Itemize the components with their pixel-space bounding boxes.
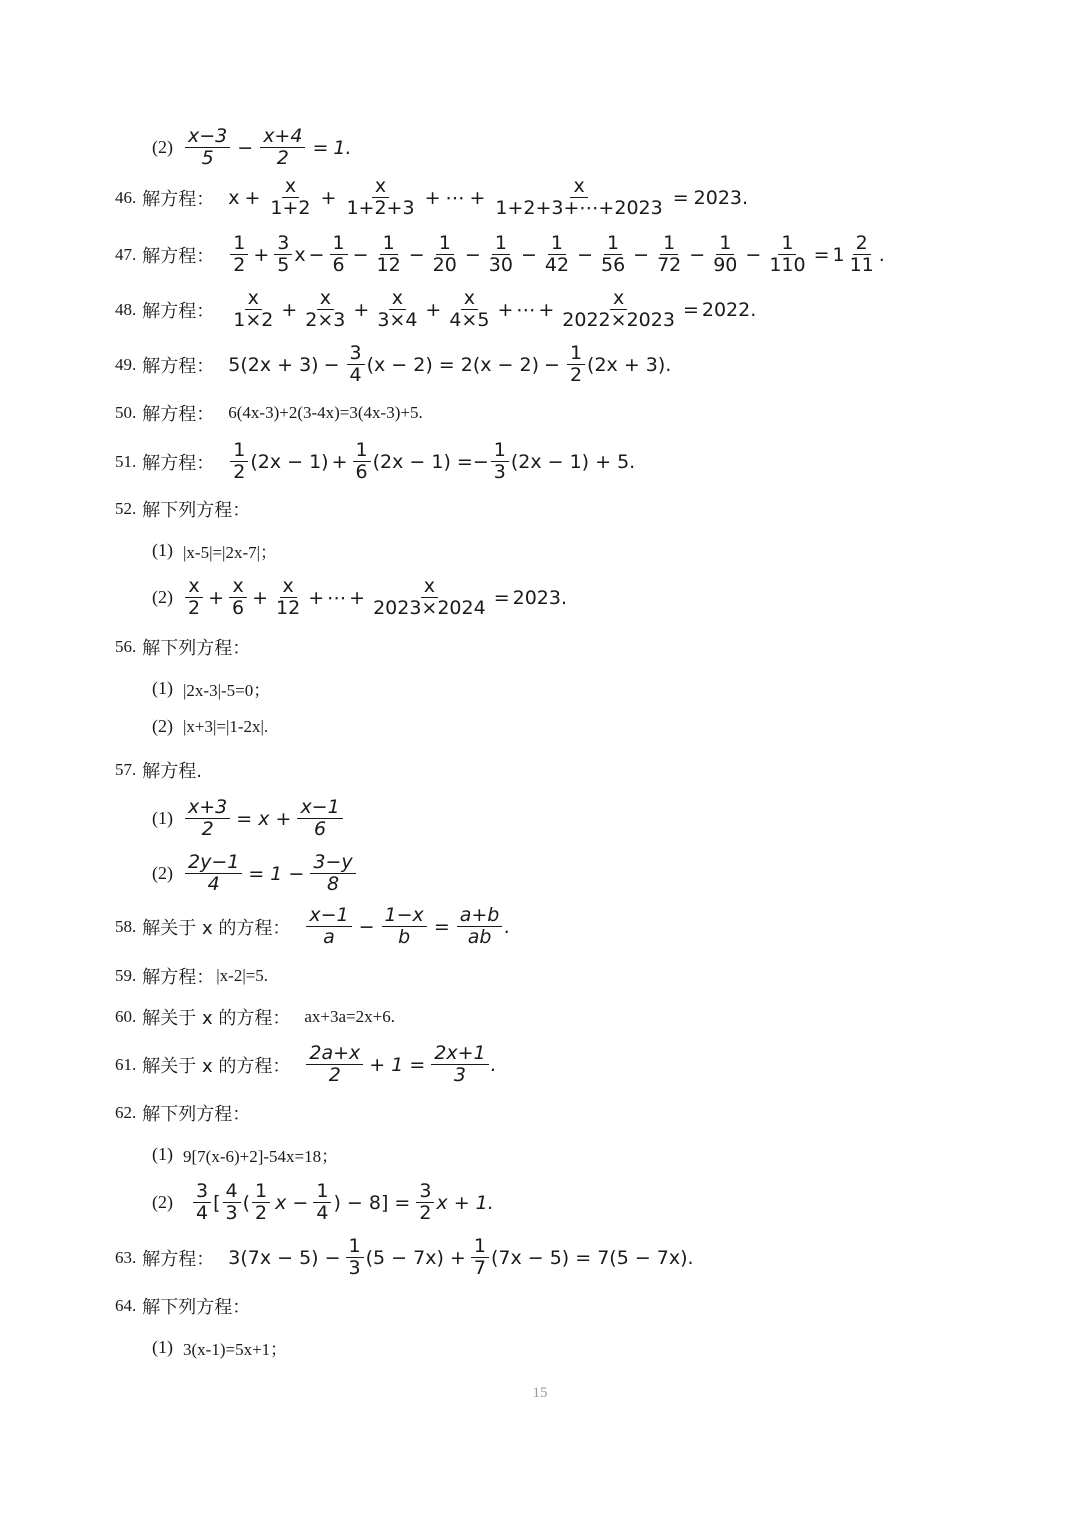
problem-number: 52. xyxy=(115,499,137,518)
problem-58 xyxy=(115,905,510,948)
p52-sub2 xyxy=(152,576,567,619)
fraction: $\frac{1}{3}$ xyxy=(346,1236,364,1279)
equation: $\frac{2y-1}{4}$ = 1 − $\frac{3-y}{8}$ xyxy=(183,852,358,895)
fraction: $\frac{1}{42}$ xyxy=(544,232,570,276)
fraction: $\frac{3-y}{8}$ xyxy=(310,852,355,895)
problem-label: 解下列方程： xyxy=(142,500,251,521)
fraction: $\frac{a+b}{ab}$ xyxy=(457,905,503,948)
problem-50 xyxy=(115,400,423,426)
problem-number: 57. xyxy=(115,760,137,779)
fraction: 4 3 xyxy=(223,1181,241,1224)
fraction: $\frac{3}{2}$ xyxy=(416,1181,434,1224)
problem-label: 解方程： xyxy=(142,967,215,988)
equation: 3(7x − 5) − $\frac{1}{3}$ (5 − 7x) + $\frac{1}{7}$ (7x − 5) = 7(5 − 7x). xyxy=(228,1235,694,1279)
p57-sub2 xyxy=(152,852,358,895)
fraction: $\frac{3}{4}$ xyxy=(347,343,365,386)
problem-48 xyxy=(115,288,756,331)
equation: x−3 5 − $\frac{x+4}{2}$ = 1. xyxy=(183,126,352,169)
fraction: $\frac{3}{5}$ xyxy=(274,233,292,276)
fraction: $\frac{x}{2022\times 2023}$ xyxy=(562,287,675,331)
problem-46 xyxy=(115,176,748,219)
fraction: $\frac{1}{56}$ xyxy=(600,232,626,276)
problem-51 xyxy=(115,440,635,483)
problem-number: 60. xyxy=(115,1007,137,1026)
sub-label: (1) xyxy=(152,1337,173,1357)
fraction: $\frac{x}{2023\times 2024}$ xyxy=(373,575,486,619)
fraction: 3 4 xyxy=(193,1181,211,1224)
fraction: $\frac{x}{6}$ xyxy=(229,576,247,619)
p62-sub2 xyxy=(152,1181,494,1224)
equation: |x-2|=5. xyxy=(216,966,269,985)
problem-number: 61. xyxy=(115,1054,137,1074)
fraction: $\frac{1}{72}$ xyxy=(657,232,682,276)
fraction: $\frac{1}{6}$ xyxy=(353,440,371,483)
problem-label: 解关于 x 的方程： xyxy=(142,1008,291,1029)
problem-63 xyxy=(115,1236,694,1279)
problem-label: 解下列方程： xyxy=(142,1104,251,1125)
problem-57 xyxy=(115,757,216,783)
problem-49 xyxy=(115,343,671,386)
page-number: 15 xyxy=(532,1385,548,1401)
problem-label: 解方程： xyxy=(142,452,215,474)
equation: x + $\frac{x}{1+2}$ + $\frac{x}{1+2+3}$ + ⋯ + $\frac{x}{1+2+3+\cdots+2023}$ = 2023. xyxy=(228,175,749,219)
problem-59 xyxy=(115,963,268,989)
fraction: $\frac{1}{3}$ xyxy=(491,440,509,483)
fraction: $\frac{1}{30}$ xyxy=(488,232,513,276)
p64-sub1 xyxy=(152,1335,287,1360)
problem-label: 解方程： xyxy=(142,355,215,377)
equation: ax+3a=2x+6. xyxy=(304,1007,395,1026)
fraction: x−3 5 xyxy=(185,126,230,169)
problem-number: 48. xyxy=(115,299,137,319)
equation: x 2 + $\frac{x}{6}$ + $\frac{x}{12}$ + ⋯ + $\frac{x}{2023\times 2024}$ = 2023. xyxy=(183,576,567,619)
p57-sub1 xyxy=(152,797,345,840)
p56-sub1 xyxy=(152,676,270,701)
fraction: x−1 a xyxy=(306,905,351,948)
equation: x 1×2 + $\frac{x}{2\times 3}$ + $\frac{x}{3\times 4}$ + $\frac{x}{4\times 5}$ + ⋯ + $\frac{x}{2022\times 2023}$ = 2022. xyxy=(228,288,756,331)
equation: 2a+x 2 + 1 = $\frac{2x+1}{3}$ . xyxy=(304,1043,496,1086)
fraction: $\frac{2y-1}{4}$ xyxy=(185,852,242,895)
fraction: $\frac{x+4}{2}$ xyxy=(260,126,305,169)
fraction: x 1×2 xyxy=(233,287,274,331)
problem-number: 50. xyxy=(115,403,137,422)
problem-47 xyxy=(115,233,885,276)
fraction: $\frac{1}{4}$ xyxy=(313,1181,331,1224)
fraction: $\frac{x}{4\times 5}$ xyxy=(449,287,490,331)
fraction: $\frac{1}{20}$ xyxy=(432,232,457,276)
sub-label: (1) xyxy=(152,678,173,698)
problem-number: 63. xyxy=(115,1247,137,1267)
problem-64 xyxy=(115,1293,264,1319)
equation: x−1 a − $\frac{1-x}{b}$ = $\frac{a+b}{ab}$ . xyxy=(304,905,510,948)
fraction: 2 11 xyxy=(849,232,874,276)
fraction: $\frac{x}{1+2+3}$ xyxy=(346,175,415,219)
p52-sub1 xyxy=(152,538,277,563)
equation: |x-5|=|2x-7|； xyxy=(183,543,278,562)
problem-56 xyxy=(115,634,264,660)
p45-sub2 xyxy=(152,126,352,169)
problem-62 xyxy=(115,1100,264,1126)
problem-label: 解关于 x 的方程： xyxy=(142,917,291,939)
fraction: 1 2 xyxy=(252,1181,270,1224)
problem-number: 56. xyxy=(115,637,137,656)
equation: 1 2 (2x − 1) + $\frac{1}{6}$ (2x − 1) =− $\frac{1}{3}$ (2x − 1) + 5. xyxy=(228,440,635,483)
problem-number: 51. xyxy=(115,451,137,471)
equation: $\frac{x+3}{2}$ = x + $\frac{x-1}{6}$ xyxy=(183,797,345,840)
fraction: $\frac{1}{12}$ xyxy=(376,232,401,276)
p56-sub2 xyxy=(152,716,268,737)
fraction: 1 2 xyxy=(230,440,248,483)
problem-61 xyxy=(115,1043,497,1086)
problem-label: 解关于 x 的方程： xyxy=(142,1055,291,1077)
problem-label: 解方程： xyxy=(142,188,215,210)
problem-number: 64. xyxy=(115,1296,137,1315)
fraction: 1 2 xyxy=(230,233,248,276)
sub-label: (2) xyxy=(152,587,173,607)
fraction: $\frac{x}{12}$ xyxy=(276,575,301,619)
sub-label: (1) xyxy=(152,540,173,560)
problem-label: 解方程. xyxy=(142,761,202,782)
equation: 1 2 + $\frac{3}{5}$ x − $\frac{1}{6}$ − $\frac{1}{12}$ − $\frac{1}{20}$ − $\frac{1}{30}$ − $\frac{1}{42}$ − $\frac{1}{56}$ − $\frac{1}{72}$ − $\frac{1}{90}$ − $\frac{1}{110}$ = 1 2 11 . xyxy=(228,233,885,276)
problem-label: 解下列方程： xyxy=(142,638,251,659)
fraction: 2a+x 2 xyxy=(306,1043,363,1086)
fraction: $\frac{1-x}{b}$ xyxy=(382,905,427,948)
fraction: $\frac{x}{2\times 3}$ xyxy=(305,287,346,331)
fraction: $\frac{1}{110}$ xyxy=(769,232,806,276)
fraction: $\frac{x}{1+2}$ xyxy=(270,175,311,219)
fraction: $\frac{1}{90}$ xyxy=(713,232,738,276)
problem-number: 62. xyxy=(115,1103,137,1122)
p62-sub1 xyxy=(152,1142,338,1167)
sub-label: (1) xyxy=(152,1144,173,1164)
problem-number: 58. xyxy=(115,916,137,936)
sub-label: (2) xyxy=(152,863,173,883)
equation: 5(2x + 3) − $\frac{3}{4}$ (x − 2) = 2(x − 2) − $\frac{1}{2}$ (2x + 3). xyxy=(228,342,672,386)
fraction: $\frac{x-1}{6}$ xyxy=(297,797,342,840)
problem-label: 解下列方程： xyxy=(142,1297,251,1318)
equation: |x+3|=|1-2x|. xyxy=(183,716,269,736)
problem-label: 解方程： xyxy=(142,1248,215,1270)
equation: 3(x-1)=5x+1； xyxy=(183,1340,288,1359)
equation: 9[7(x-6)+2]-54x=18； xyxy=(183,1147,339,1166)
problem-60 xyxy=(115,1004,395,1030)
fraction: $\frac{1}{2}$ xyxy=(567,343,585,386)
equation: 3 4 [ 4 3 ( 1 2 x − $\frac{1}{4}$ ) − 8] = $\frac{3}{2}$ x + 1. xyxy=(191,1181,494,1224)
problem-label: 解方程： xyxy=(142,245,215,267)
problem-label: 解方程： xyxy=(142,404,215,425)
fraction: $\frac{x+3}{2}$ xyxy=(185,797,230,840)
sub-label: (2) xyxy=(152,137,173,157)
fraction: $\frac{x}{3\times 4}$ xyxy=(377,287,418,331)
fraction: $\frac{1}{7}$ xyxy=(471,1236,489,1279)
fraction: $\frac{1}{6}$ xyxy=(330,233,348,276)
sub-label: (1) xyxy=(152,808,173,828)
problem-number: 47. xyxy=(115,244,137,264)
equation: 6(4x-3)+2(3-4x)=3(4x-3)+5. xyxy=(228,403,423,422)
fraction: $\frac{x}{1+2+3+\cdots+2023}$ xyxy=(495,175,663,219)
equation: |2x-3|-5=0； xyxy=(183,681,271,700)
problem-number: 59. xyxy=(115,966,137,985)
fraction: $\frac{2x+1}{3}$ xyxy=(431,1043,488,1086)
problem-number: 49. xyxy=(115,354,137,374)
problem-label: 解方程： xyxy=(142,300,215,322)
problem-number: 46. xyxy=(115,187,137,207)
sub-label: (2) xyxy=(152,1192,173,1212)
sub-label: (2) xyxy=(152,716,173,736)
fraction: x 2 xyxy=(185,576,203,619)
problem-52 xyxy=(115,496,264,522)
